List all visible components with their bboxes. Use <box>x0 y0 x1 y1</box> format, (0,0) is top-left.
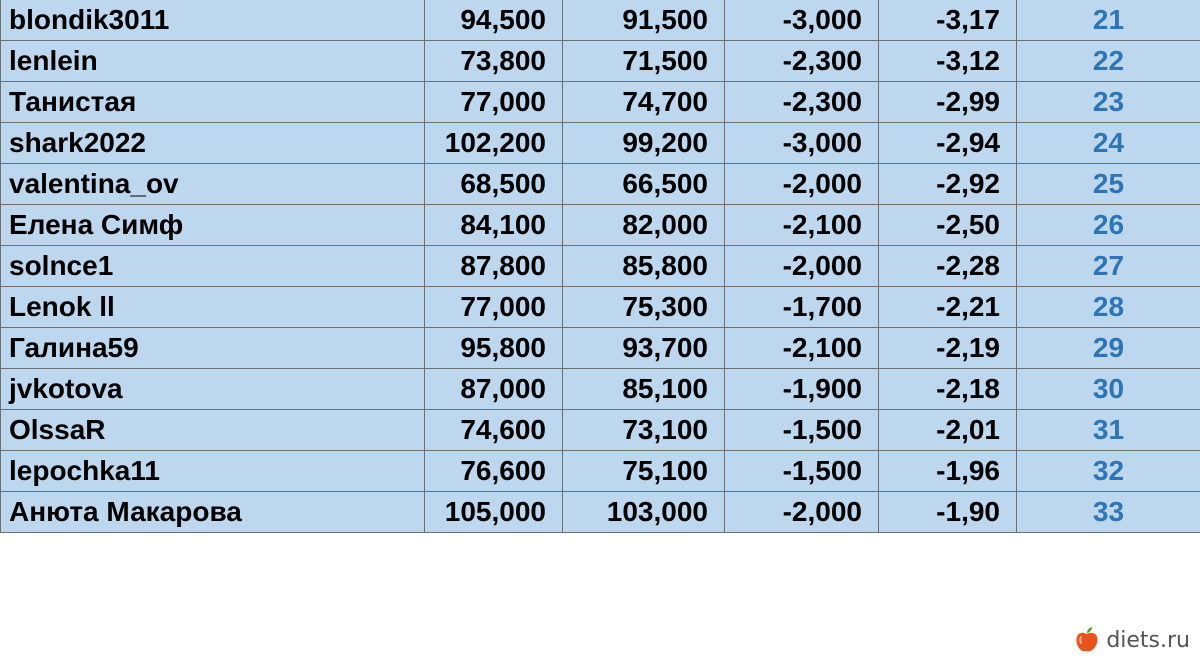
table-row <box>1 287 1200 328</box>
cell-percent-change[interactable]: -1,96 <box>879 451 1017 492</box>
cell-start-weight[interactable]: 102,200 <box>425 123 563 164</box>
cell-name[interactable]: OlssaR <box>1 410 425 451</box>
cell-name[interactable]: lepochka11 <box>1 451 425 492</box>
cell-percent-change[interactable]: -2,99 <box>879 82 1017 123</box>
table-row <box>1 451 1200 492</box>
cell-weight-diff[interactable]: -2,000 <box>725 164 879 205</box>
table-row <box>1 410 1200 451</box>
cell-weight-diff[interactable]: -2,300 <box>725 82 879 123</box>
cell-weight-diff[interactable]: -1,500 <box>725 410 879 451</box>
cell-name[interactable]: shark2022 <box>1 123 425 164</box>
cell-weight-diff[interactable]: -1,500 <box>725 451 879 492</box>
apple-logo-icon <box>1074 626 1100 654</box>
cell-start-weight[interactable]: 84,100 <box>425 205 563 246</box>
table-row <box>1 164 1200 205</box>
table-row <box>1 0 1200 41</box>
cell-percent-change[interactable]: -1,90 <box>879 492 1017 533</box>
cell-current-weight[interactable]: 75,100 <box>563 451 725 492</box>
cell-current-weight[interactable]: 85,800 <box>563 246 725 287</box>
table-row <box>1 492 1200 533</box>
table-row <box>1 41 1200 82</box>
table-row <box>1 246 1200 287</box>
cell-name[interactable]: Галина59 <box>1 328 425 369</box>
cell-percent-change[interactable]: -2,28 <box>879 246 1017 287</box>
cell-rank[interactable]: 22 <box>1017 41 1200 82</box>
cell-rank[interactable]: 29 <box>1017 328 1200 369</box>
table-row <box>1 205 1200 246</box>
cell-weight-diff[interactable]: -1,900 <box>725 369 879 410</box>
cell-name[interactable]: Анюта Макарова <box>1 492 425 533</box>
cell-rank[interactable]: 27 <box>1017 246 1200 287</box>
table-row <box>1 328 1200 369</box>
cell-current-weight[interactable]: 73,100 <box>563 410 725 451</box>
cell-name[interactable]: valentina_ov <box>1 164 425 205</box>
cell-weight-diff[interactable]: -3,000 <box>725 0 879 41</box>
cell-name[interactable]: blondik3011 <box>1 0 425 41</box>
cell-start-weight[interactable]: 77,000 <box>425 287 563 328</box>
cell-percent-change[interactable]: -2,94 <box>879 123 1017 164</box>
spreadsheet-body <box>1 0 1200 533</box>
table-row <box>1 369 1200 410</box>
cell-weight-diff[interactable]: -3,000 <box>725 123 879 164</box>
cell-current-weight[interactable]: 99,200 <box>563 123 725 164</box>
cell-rank[interactable]: 30 <box>1017 369 1200 410</box>
cell-rank[interactable]: 33 <box>1017 492 1200 533</box>
cell-weight-diff[interactable]: -1,700 <box>725 287 879 328</box>
cell-start-weight[interactable]: 87,000 <box>425 369 563 410</box>
cell-rank[interactable]: 26 <box>1017 205 1200 246</box>
cell-start-weight[interactable]: 95,800 <box>425 328 563 369</box>
cell-percent-change[interactable]: -2,01 <box>879 410 1017 451</box>
cell-start-weight[interactable]: 74,600 <box>425 410 563 451</box>
cell-name[interactable]: jvkotova <box>1 369 425 410</box>
table-row <box>1 123 1200 164</box>
cell-current-weight[interactable]: 91,500 <box>563 0 725 41</box>
cell-weight-diff[interactable]: -2,300 <box>725 41 879 82</box>
cell-name[interactable]: lenlein <box>1 41 425 82</box>
cell-name[interactable]: Елена Симф <box>1 205 425 246</box>
cell-start-weight[interactable]: 94,500 <box>425 0 563 41</box>
cell-rank[interactable]: 24 <box>1017 123 1200 164</box>
cell-name[interactable]: solnce1 <box>1 246 425 287</box>
cell-name[interactable]: Lenok ll <box>1 287 425 328</box>
cell-current-weight[interactable]: 93,700 <box>563 328 725 369</box>
cell-rank[interactable]: 25 <box>1017 164 1200 205</box>
cell-rank[interactable]: 21 <box>1017 0 1200 41</box>
cell-weight-diff[interactable]: -2,100 <box>725 205 879 246</box>
watermark-text: diets.ru <box>1106 627 1190 653</box>
cell-rank[interactable]: 23 <box>1017 82 1200 123</box>
cell-percent-change[interactable]: -3,17 <box>879 0 1017 41</box>
table-row <box>1 82 1200 123</box>
cell-start-weight[interactable]: 76,600 <box>425 451 563 492</box>
cell-start-weight[interactable]: 68,500 <box>425 164 563 205</box>
cell-rank[interactable]: 32 <box>1017 451 1200 492</box>
cell-start-weight[interactable]: 105,000 <box>425 492 563 533</box>
site-watermark <box>1074 626 1190 654</box>
cell-start-weight[interactable]: 73,800 <box>425 41 563 82</box>
cell-rank[interactable]: 28 <box>1017 287 1200 328</box>
cell-start-weight[interactable]: 87,800 <box>425 246 563 287</box>
cell-percent-change[interactable]: -2,19 <box>879 328 1017 369</box>
cell-current-weight[interactable]: 85,100 <box>563 369 725 410</box>
cell-current-weight[interactable]: 71,500 <box>563 41 725 82</box>
cell-percent-change[interactable]: -2,21 <box>879 287 1017 328</box>
cell-start-weight[interactable]: 77,000 <box>425 82 563 123</box>
cell-weight-diff[interactable]: -2,000 <box>725 246 879 287</box>
cell-name[interactable]: Танистая <box>1 82 425 123</box>
cell-percent-change[interactable]: -2,92 <box>879 164 1017 205</box>
cell-current-weight[interactable]: 103,000 <box>563 492 725 533</box>
cell-rank[interactable]: 31 <box>1017 410 1200 451</box>
cell-percent-change[interactable]: -2,50 <box>879 205 1017 246</box>
cell-weight-diff[interactable]: -2,100 <box>725 328 879 369</box>
cell-percent-change[interactable]: -3,12 <box>879 41 1017 82</box>
cell-current-weight[interactable]: 82,000 <box>563 205 725 246</box>
cell-current-weight[interactable]: 74,700 <box>563 82 725 123</box>
cell-percent-change[interactable]: -2,18 <box>879 369 1017 410</box>
cell-current-weight[interactable]: 75,300 <box>563 287 725 328</box>
cell-weight-diff[interactable]: -2,000 <box>725 492 879 533</box>
cell-current-weight[interactable]: 66,500 <box>563 164 725 205</box>
